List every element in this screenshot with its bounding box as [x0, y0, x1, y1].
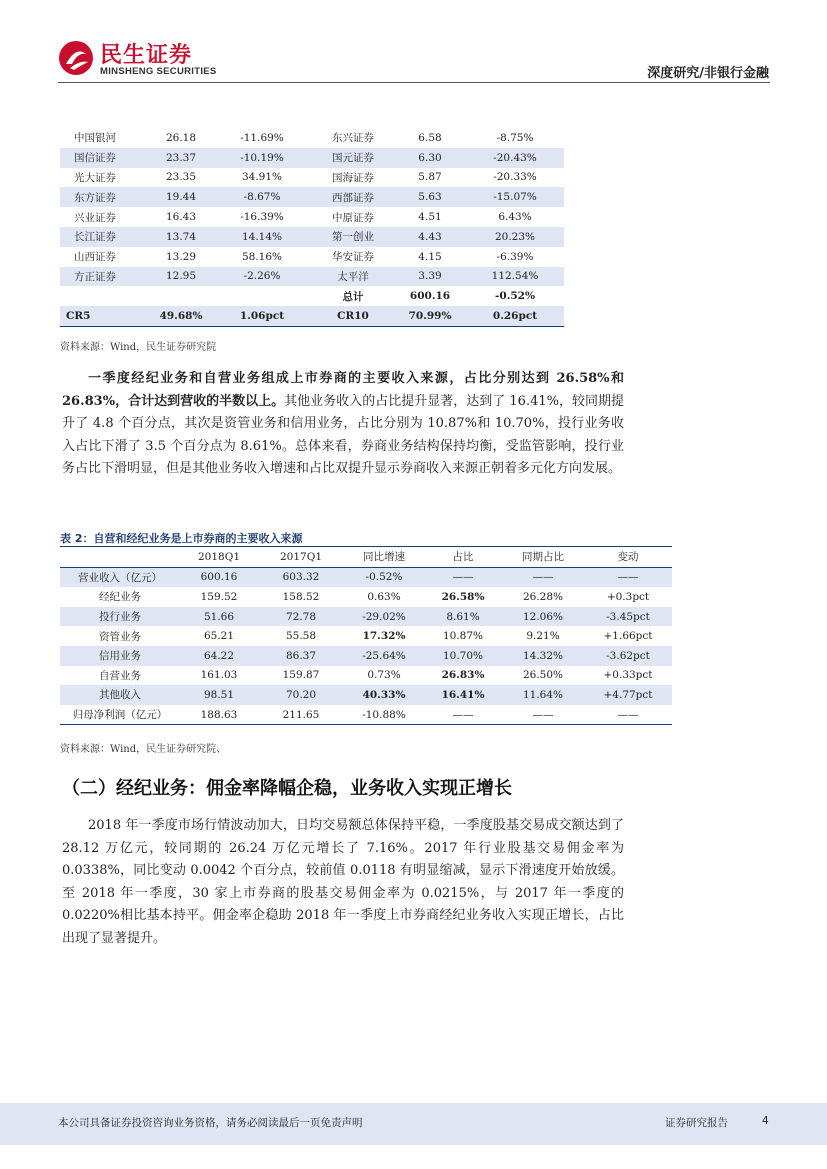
table-cell: 国海证券 [332, 171, 374, 184]
table-cell: +0.3pct [606, 590, 650, 603]
table-cell: 4.15 [418, 250, 442, 263]
table-row [60, 685, 672, 705]
table-cell: 72.78 [258, 607, 344, 627]
table-header-cell: 同比增速 [344, 547, 424, 568]
table-cell: 158.52 [282, 590, 320, 603]
table-cell: -0.52% [495, 290, 535, 303]
table-cell: 14.14% [212, 227, 312, 247]
table-cell: -3.62pct [584, 646, 672, 666]
table-cell: 34.91% [241, 171, 283, 184]
table-cell: 600.16 [409, 290, 451, 303]
table-cell: +4.77pct [584, 685, 672, 705]
table-cell: 13.29 [165, 250, 197, 263]
table-cell: 23.35 [165, 171, 197, 184]
table-cell: 64.22 [180, 646, 258, 666]
table-cell: —— [502, 567, 584, 587]
table-cell: -6.39% [496, 250, 534, 263]
table-cell: 49.68% [150, 306, 212, 326]
table-cell: -11.69% [240, 131, 284, 144]
table-cell: 26.50% [522, 669, 564, 682]
table-cell: 16.43 [165, 211, 197, 224]
table-cell: 华安证券 [332, 251, 374, 264]
table-row [60, 168, 564, 188]
revenue-structure-table [60, 546, 672, 725]
table-header-row [60, 547, 672, 568]
table-cell: 70.99% [394, 306, 466, 326]
table-cell: 161.03 [200, 669, 238, 682]
table-cell: —— [452, 708, 474, 721]
table-cell [212, 286, 312, 306]
table-cell: +0.33pct [603, 669, 653, 682]
table-cell: 13.74 [150, 227, 212, 247]
table-row [60, 705, 672, 725]
table-cell: -20.43% [466, 148, 564, 168]
table-cell: 211.65 [282, 708, 320, 721]
table-row [60, 607, 672, 627]
table-cell: 26.58% [441, 590, 485, 603]
table-cell: 55.58 [285, 630, 317, 643]
table-row [60, 207, 564, 227]
table2-caption: 表 2：自营和经纪业务是上市券商的主要收入来源 [60, 532, 303, 545]
table-row [60, 267, 564, 287]
table-cell: 159.52 [200, 590, 238, 603]
table-cell: 8.61% [424, 607, 502, 627]
table-row [60, 587, 672, 607]
table-cell: 西部证券 [312, 187, 394, 207]
table-cell: 中原证券 [332, 211, 374, 224]
table-cell: 159.87 [282, 669, 320, 682]
broker-revenue-table [60, 128, 564, 327]
page-number: 4 [762, 1115, 769, 1127]
table-cell: -8.67% [212, 187, 312, 207]
table-cell: 4.51 [418, 211, 442, 224]
table-cell: 86.37 [258, 646, 344, 666]
table-cell: 第一创业 [312, 227, 394, 247]
table-header-cell: 变动 [584, 547, 672, 568]
table-cell: CR10 [312, 306, 394, 326]
header-divider [58, 82, 770, 83]
table-cell: 国元证券 [312, 148, 394, 168]
table-header-cell [60, 547, 180, 568]
logo-english-name: MINSHENG SECURITIES [100, 66, 217, 77]
table-cell: -3.45pct [584, 607, 672, 627]
table-row [60, 286, 564, 306]
table-cell: 归母净利润（亿元） [72, 709, 168, 722]
table-cell: 12.95 [150, 267, 212, 287]
table-cell: 188.63 [200, 708, 238, 721]
report-type: 深度研究/非银行金融 [647, 66, 769, 81]
table-cell: 信用业务 [60, 646, 180, 666]
table-cell: —— [424, 567, 502, 587]
table-cell: 26.28% [522, 590, 564, 603]
table-cell: 4.43 [394, 227, 466, 247]
table-cell: 1.06pct [212, 306, 312, 326]
table-cell: 光大证券 [74, 171, 116, 184]
table-header-cell: 2018Q1 [180, 547, 258, 568]
table-header-cell: 占比 [424, 547, 502, 568]
table-cell: 兴业证券 [74, 211, 116, 224]
table-cell: 0.63% [367, 590, 401, 603]
section-paragraph: 2018 年一季度市场行情波动加大，日均交易额总体保持平稳，一季度股基交易成交额达到了 28.12 万亿元，较同期的 26.24 万亿元增长了 7.16%。2017 年行业股基交易佣金率为 0.0338%，同比变动 0.0042 个百分点，较前值 0.0118 有明显缩减，显示下滑速度开始放缓。至 2018 年一季度，30 家上市券商的股基交易佣金率为 0.0215%，与 2017 年一季度的 0.0220%相比基本持平。佣金率企稳助 2018 年一季度上市券商经纪业务收入实现正增长，占比出现了显著提升。 [62, 818, 624, 946]
table-cell: —— [584, 567, 672, 587]
table-cell: 0.73% [367, 669, 401, 682]
table-cell: 总计 [342, 290, 364, 303]
table-cell: 太平洋 [312, 267, 394, 287]
section-title: （二）经纪业务：佣金率降幅企稳，业务收入实现正增长 [62, 778, 512, 799]
table-row [60, 306, 564, 326]
footer-disclaimer: 本公司具备证券投资咨询业务资格，请务必阅读最后一页免责声明 [58, 1117, 363, 1129]
paragraph-bold-lead: 一季度经纪业务和自营业务组成上市券商的主要收入来源，占比分别达到 26.58%和 26.83%，合计达到营收的半数以上。 [62, 371, 624, 409]
table-cell: 17.32% [362, 630, 406, 643]
paragraph-revenue-structure [62, 368, 624, 481]
table-cell: -29.02% [344, 607, 424, 627]
table-cell [60, 286, 150, 306]
table-cell: 112.54% [466, 267, 564, 287]
table-cell: -25.64% [344, 646, 424, 666]
table-cell: 东方证券 [60, 187, 150, 207]
table-cell: -20.33% [493, 171, 537, 184]
table-row [60, 148, 564, 168]
table-cell: 65.21 [203, 630, 235, 643]
minsheng-logo-icon [58, 40, 94, 76]
table-cell: 58.16% [241, 250, 283, 263]
table-cell: -15.07% [466, 187, 564, 207]
table-header-cell: 2017Q1 [258, 547, 344, 568]
table-row [60, 646, 672, 666]
table-cell: 12.06% [502, 607, 584, 627]
table-cell: 6.43% [498, 211, 532, 224]
table-cell: 9.21% [526, 630, 560, 643]
table-cell: 26.83% [441, 669, 485, 682]
table-cell: -16.39% [240, 211, 284, 224]
table-cell: 山西证券 [74, 251, 116, 264]
table-cell: 70.20 [258, 685, 344, 705]
table-cell: 中国银河 [74, 132, 116, 145]
table-row [60, 247, 564, 267]
table2-source: 资料来源：Wind，民生证券研究院、 [60, 744, 227, 755]
table-cell: 40.33% [344, 685, 424, 705]
table-cell: 14.32% [502, 646, 584, 666]
table1-source: 资料来源：Wind，民生证券研究院 [60, 342, 217, 353]
table-cell: 11.64% [502, 685, 584, 705]
table-cell: 国信证券 [60, 148, 150, 168]
table-row [60, 187, 564, 207]
table-cell: 资管业务 [99, 630, 141, 643]
table-cell: 5.87 [418, 171, 442, 184]
table-cell: -0.52% [344, 567, 424, 587]
logo-chinese-name: 民生证券 [100, 43, 193, 68]
table-cell: 方正证券 [60, 267, 150, 287]
table-cell: 603.32 [258, 567, 344, 587]
table-cell [150, 286, 212, 306]
table-cell: 16.41% [424, 685, 502, 705]
table-cell: 10.70% [424, 646, 502, 666]
table-cell: 20.23% [466, 227, 564, 247]
table-cell: CR5 [60, 306, 150, 326]
table-cell: 26.18 [165, 131, 197, 144]
table-cell: —— [617, 708, 639, 721]
table-cell: 19.44 [150, 187, 212, 207]
table-cell: 投行业务 [60, 607, 180, 627]
table-header-cell: 同期占比 [502, 547, 584, 568]
table-row [60, 567, 672, 587]
table-cell: 98.51 [180, 685, 258, 705]
table-cell: 23.37 [150, 148, 212, 168]
table-cell: 600.16 [180, 567, 258, 587]
table-cell: 6.30 [394, 148, 466, 168]
table-cell: —— [532, 708, 554, 721]
table-cell: 其他收入 [60, 685, 180, 705]
table-cell: 东兴证券 [332, 132, 374, 145]
table-cell: +1.66pct [603, 630, 653, 643]
table-row [60, 626, 672, 646]
table-row [60, 666, 672, 686]
table-cell: 0.26pct [466, 306, 564, 326]
paragraph-body: 其他业务收入的占比提升显著，达到了 16.41%，较同期提升了 4.8 个百分点，其次是资管业务和信用业务，占比分别为 10.87%和 10.70%，投行业务收入占比下滑了 3.5 个百分点为 8.61%。总体来看，券商业务结构保持均衡，受监管影响，投行业务占比下滑明显，但是其他业务收入增速和占比双提升显示券商收入来源正朝着多元化方向发展。 [62, 393, 625, 476]
table-cell: -8.75% [496, 131, 534, 144]
table-cell: 6.58 [418, 131, 442, 144]
table-cell: 51.66 [180, 607, 258, 627]
table-cell: -10.19% [212, 148, 312, 168]
table-cell: 营业收入（亿元） [60, 567, 180, 587]
table-row [60, 128, 564, 148]
table-cell: 长江证券 [60, 227, 150, 247]
table-cell: 5.63 [394, 187, 466, 207]
table-cell: 自营业务 [99, 669, 141, 682]
table-cell: 10.87% [442, 630, 484, 643]
table-cell: 经纪业务 [99, 591, 141, 604]
table-cell: -10.88% [362, 708, 406, 721]
table-row [60, 227, 564, 247]
table-cell: 3.39 [394, 267, 466, 287]
table-cell: -2.26% [212, 267, 312, 287]
footer-report-label: 证券研究报告 [665, 1117, 728, 1129]
